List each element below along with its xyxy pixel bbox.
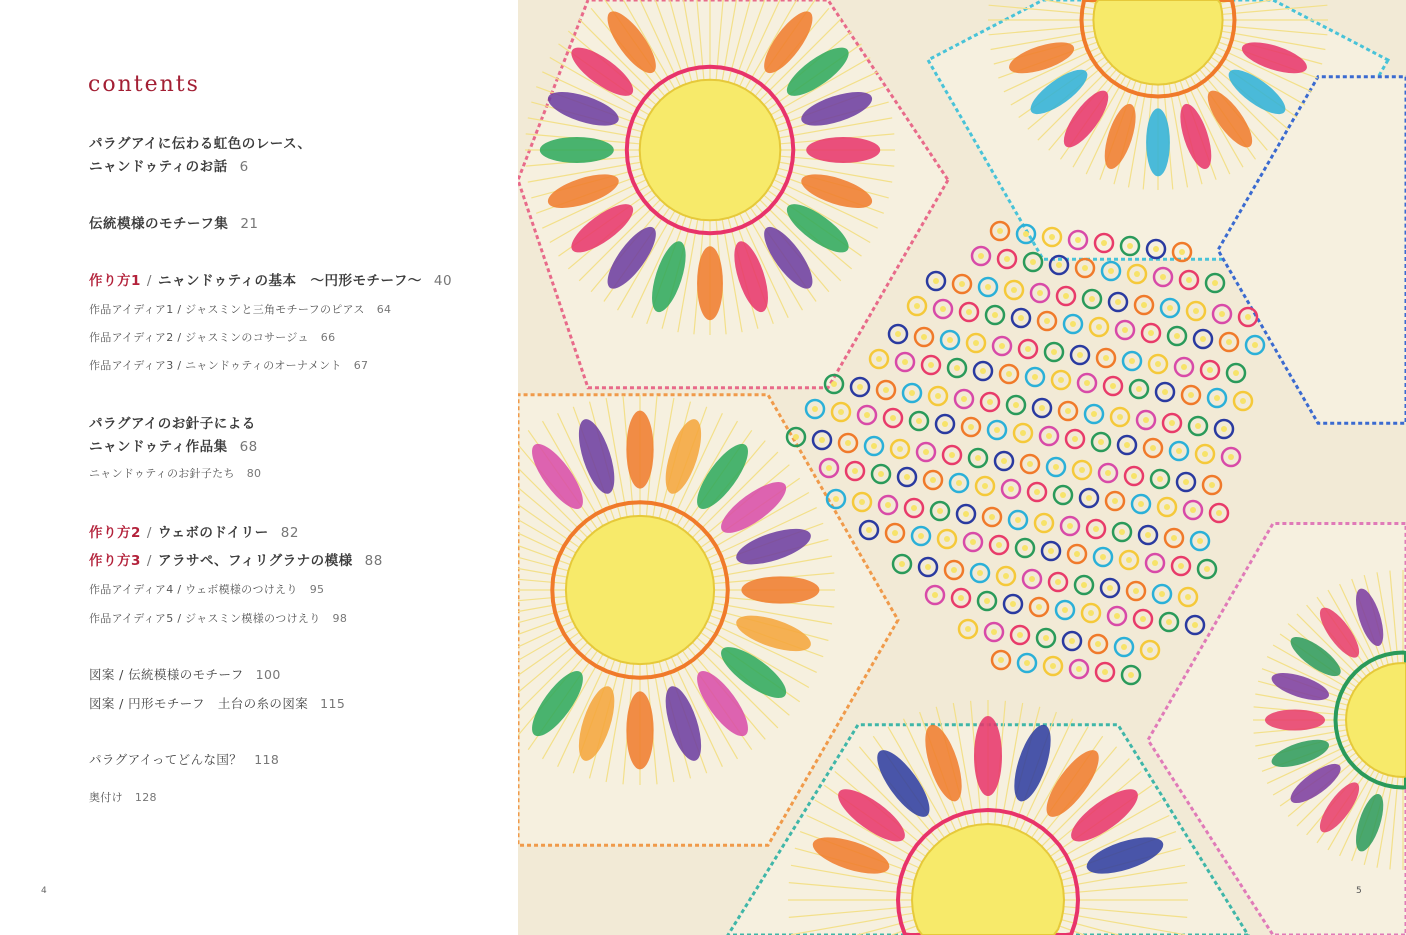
lattice-dot — [949, 452, 955, 458]
lattice-dot — [1093, 526, 1099, 532]
lattice-dot — [1226, 339, 1232, 345]
toc-entry[interactable]: パラグアイってどんな国？ 118 — [89, 752, 280, 767]
page-number: 82 — [280, 525, 299, 541]
lattice-dot — [925, 564, 931, 570]
lattice-dot — [1074, 551, 1080, 557]
page-number: 95 — [309, 583, 325, 596]
lattice-dot — [1195, 423, 1201, 429]
lattice-dot — [966, 309, 972, 315]
lattice-dot — [1004, 256, 1010, 262]
lattice-dot — [1147, 647, 1153, 653]
lattice-dot — [963, 511, 969, 517]
lattice-dot — [1185, 594, 1191, 600]
lattice-dot — [1077, 352, 1083, 358]
lattice-dot — [1102, 669, 1108, 675]
lattice-dot — [1063, 293, 1069, 299]
lattice-dot — [1131, 473, 1137, 479]
lattice-dot — [1209, 482, 1215, 488]
lattice-dot — [897, 446, 903, 452]
toc-entry[interactable]: ニャンドゥティ作品集 68 — [89, 439, 258, 455]
lattice-dot — [878, 471, 884, 477]
lattice-dot — [1023, 231, 1029, 237]
lattice-dot — [1062, 607, 1068, 613]
toc-entry[interactable]: 作品アイディア2 / ジャスミンのコサージュ 66 — [89, 331, 336, 344]
lattice-dot — [1107, 585, 1113, 591]
page-number: 68 — [239, 439, 258, 455]
toc-entry[interactable]: 作品アイディア3 / ニャンドゥティのオーナメント 67 — [89, 359, 369, 372]
lattice-dot — [826, 465, 832, 471]
lattice-dot — [1036, 604, 1042, 610]
lattice-dot — [1188, 392, 1194, 398]
lattice-dot — [1157, 476, 1163, 482]
lattice-dot — [871, 443, 877, 449]
lattice-dot — [904, 474, 910, 480]
lattice-dot — [1115, 299, 1121, 305]
lattice-dot — [1219, 311, 1225, 317]
lattice-dot — [899, 561, 905, 567]
lattice-dot — [914, 303, 920, 309]
lattice-dot — [1179, 249, 1185, 255]
method-label: 作り方3 — [89, 553, 141, 569]
lattice-dot — [1117, 414, 1123, 420]
lattice-dot — [996, 542, 1002, 548]
lattice-dot — [980, 368, 986, 374]
lattice-dot — [1216, 510, 1222, 516]
lattice-dot — [1089, 296, 1095, 302]
lattice-dot — [838, 409, 844, 415]
lattice-dot — [1076, 666, 1082, 672]
page-number: 6 — [239, 159, 249, 175]
lattice-dot — [1084, 380, 1090, 386]
lace-illustration — [518, 0, 1406, 935]
lattice-dot — [975, 455, 981, 461]
lattice-dot — [1121, 644, 1127, 650]
toc-entry[interactable]: ニャンドゥティのお話 6 — [89, 159, 249, 175]
lattice-dot — [1069, 638, 1075, 644]
lattice-dot — [902, 359, 908, 365]
petal — [974, 716, 1002, 796]
lattice-dot — [1022, 545, 1028, 551]
lattice-dot — [1013, 402, 1019, 408]
lattice-dot — [985, 284, 991, 290]
lattice-dot — [1162, 389, 1168, 395]
lattice-dot — [1155, 361, 1161, 367]
lattice-dot — [1082, 265, 1088, 271]
lattice-dot — [1041, 520, 1047, 526]
lattice-dot — [1126, 557, 1132, 563]
page-number: 80 — [246, 467, 262, 480]
lattice-dot — [1240, 398, 1246, 404]
lattice-dot — [942, 421, 948, 427]
lattice-dot — [1100, 554, 1106, 560]
lattice-dot — [883, 387, 889, 393]
lattice-dot — [1166, 619, 1172, 625]
lattice-dot — [984, 598, 990, 604]
lattice-dot — [1214, 395, 1220, 401]
petal — [697, 246, 723, 320]
page-number: 40 — [433, 273, 453, 289]
lattice-dot — [951, 567, 957, 573]
lattice-dot — [1183, 479, 1189, 485]
lattice-dot — [940, 306, 946, 312]
lattice-dot — [895, 331, 901, 337]
lattice-dot — [1160, 274, 1166, 280]
center — [566, 516, 714, 664]
lattice-dot — [1011, 287, 1017, 293]
lattice-dot — [1088, 610, 1094, 616]
lattice-dot — [998, 657, 1004, 663]
method-label: 作り方2 — [89, 525, 141, 541]
toc-entry[interactable]: パラグアイのお針子による — [89, 416, 256, 432]
lattice-dot — [1110, 383, 1116, 389]
lattice-dot — [1039, 405, 1045, 411]
lattice-dot — [1141, 302, 1147, 308]
page-number: 118 — [254, 752, 280, 767]
lattice-dot — [1152, 560, 1158, 566]
lattice-dot — [1034, 489, 1040, 495]
lattice-dot — [944, 536, 950, 542]
lattice-dot — [885, 502, 891, 508]
lattice-dot — [1055, 579, 1061, 585]
lattice-dot — [1197, 538, 1203, 544]
lattice-dot — [1050, 663, 1056, 669]
lattice-dot — [1098, 439, 1104, 445]
lattice-dot — [831, 381, 837, 387]
toc-entry[interactable]: 図案 / 円形モチーフ 土台の糸の図案 115 — [89, 696, 346, 711]
petal — [540, 137, 614, 163]
lattice-dot — [1060, 492, 1066, 498]
lattice-dot — [1006, 371, 1012, 377]
lattice-dot — [954, 365, 960, 371]
lattice-dot — [991, 629, 997, 635]
lattice-dot — [859, 499, 865, 505]
lattice-dot — [793, 434, 799, 440]
lattice-dot — [1017, 632, 1023, 638]
lattice-dot — [1025, 346, 1031, 352]
lattice-dot — [1122, 327, 1128, 333]
toc-entry[interactable]: 作品アイディア5 / ジャスミン模様のつけえり 98 — [89, 612, 348, 625]
lattice-dot — [1252, 342, 1258, 348]
lattice-dot — [923, 449, 929, 455]
lattice-dot — [921, 334, 927, 340]
lattice-dot — [1037, 290, 1043, 296]
lattice-dot — [1067, 523, 1073, 529]
lattice-dot — [1176, 448, 1182, 454]
page-number: 98 — [332, 612, 348, 625]
page-number: 115 — [320, 696, 346, 711]
lattice-dot — [1178, 563, 1184, 569]
lattice-dot — [989, 514, 995, 520]
toc-entry[interactable]: 作品アイディア1 / ジャスミンと三角モチーフのピアス 64 — [89, 303, 392, 316]
lattice-dot — [1101, 240, 1107, 246]
petal — [1265, 710, 1325, 731]
lattice-dot — [909, 390, 915, 396]
lattice-dot — [999, 343, 1005, 349]
lattice-dot — [890, 415, 896, 421]
lattice-dot — [1228, 454, 1234, 460]
lattice-dot — [1015, 517, 1021, 523]
lattice-dot — [1119, 529, 1125, 535]
lattice-dot — [1044, 318, 1050, 324]
lattice-dot — [1207, 367, 1213, 373]
lattice-dot — [1190, 507, 1196, 513]
lattice-dot — [1056, 262, 1062, 268]
lattice-dot — [1174, 333, 1180, 339]
lattice-dot — [937, 508, 943, 514]
lattice-dot — [956, 480, 962, 486]
lattice-dot — [1150, 445, 1156, 451]
lattice-dot — [1029, 576, 1035, 582]
lattice-dot — [968, 424, 974, 430]
lattice-dot — [928, 362, 934, 368]
folio-right: 5 — [1356, 886, 1362, 896]
lattice-dot — [833, 496, 839, 502]
lattice-dot — [930, 477, 936, 483]
lattice-dot — [892, 530, 898, 536]
lattice-dot — [1233, 370, 1239, 376]
lattice-dot — [1171, 535, 1177, 541]
lattice-dot — [1127, 243, 1133, 249]
toc-entry[interactable]: 作品アイディア4 / ウェボ模様のつけえり 95 — [89, 583, 325, 596]
lattice-dot — [1024, 660, 1030, 666]
lattice-dot — [965, 626, 971, 632]
lattice-dot — [866, 527, 872, 533]
lattice-dot — [1048, 548, 1054, 554]
lattice-dot — [845, 440, 851, 446]
lattice-dot — [1065, 408, 1071, 414]
lattice-dot — [933, 278, 939, 284]
lattice-dot — [1140, 616, 1146, 622]
lattice-dot — [1164, 504, 1170, 510]
lattice-dot — [1027, 461, 1033, 467]
lattice-dot — [1091, 411, 1097, 417]
lattice-dot — [1167, 305, 1173, 311]
lattice-dot — [992, 312, 998, 318]
lattice-dot — [1181, 364, 1187, 370]
lattice-dot — [932, 592, 938, 598]
lattice-dot — [1129, 358, 1135, 364]
lattice-dot — [961, 396, 967, 402]
page-number: 66 — [320, 331, 336, 344]
lattice-dot — [1096, 324, 1102, 330]
page-number: 128 — [134, 791, 157, 804]
lattice-dot — [918, 533, 924, 539]
lattice-dot — [935, 393, 941, 399]
toc-entry[interactable]: パラグアイに伝わる虹色のレース、 — [89, 136, 312, 152]
page-number: 67 — [353, 359, 369, 372]
lattice-dot — [1095, 641, 1101, 647]
lattice-dot — [1159, 591, 1165, 597]
page-title: contents — [88, 72, 200, 97]
lattice-dot — [1046, 433, 1052, 439]
lattice-dot — [812, 406, 818, 412]
lattice-dot — [1193, 308, 1199, 314]
petal — [741, 576, 819, 603]
petal — [1146, 108, 1170, 176]
lattice-dot — [1221, 426, 1227, 432]
lattice-dot — [1138, 501, 1144, 507]
lattice-dot — [1145, 532, 1151, 538]
lattice-dot — [1105, 470, 1111, 476]
lattice-dot — [1043, 635, 1049, 641]
folio-left: 4 — [41, 886, 47, 896]
petal — [626, 691, 653, 769]
lattice-dot — [1128, 672, 1134, 678]
petal — [626, 411, 653, 489]
lattice-dot — [1204, 566, 1210, 572]
lattice-dot — [1075, 237, 1081, 243]
lattice-dot — [973, 340, 979, 346]
lattice-dot — [1049, 234, 1055, 240]
lattice-dot — [1030, 259, 1036, 265]
toc-entry[interactable]: 作り方1 / ニャンドゥティの基本 ～円形モチーフ～ 40 — [89, 273, 453, 289]
petal — [806, 137, 880, 163]
lattice-dot — [1186, 277, 1192, 283]
page-number: 21 — [240, 216, 259, 232]
lattice-dot — [1112, 498, 1118, 504]
toc-entry[interactable]: 作り方3 / アラサペ、フィリグラナの模様 88 — [89, 553, 383, 569]
lattice-dot — [982, 483, 988, 489]
lattice-dot — [1133, 588, 1139, 594]
lattice-dot — [1114, 613, 1120, 619]
lattice-dot — [1202, 451, 1208, 457]
lattice-dot — [1212, 280, 1218, 286]
page-number: 100 — [255, 667, 281, 682]
lattice-dot — [819, 437, 825, 443]
lattice-dot — [1103, 355, 1109, 361]
lattice-dot — [987, 399, 993, 405]
toc-entry[interactable]: 図案 / 伝統模様のモチーフ 100 — [89, 667, 281, 682]
lattice-dot — [997, 228, 1003, 234]
lattice-dot — [1136, 386, 1142, 392]
nanduti-lace-photo — [518, 0, 1406, 935]
lattice-dot — [1143, 417, 1149, 423]
lattice-dot — [1053, 464, 1059, 470]
contents-page — [0, 0, 518, 935]
lattice-dot — [1192, 622, 1198, 628]
toc-entry[interactable]: 伝統模様のモチーフ集 21 — [89, 216, 259, 232]
lattice-dot — [1148, 330, 1154, 336]
lattice-dot — [978, 253, 984, 259]
lattice-dot — [1079, 467, 1085, 473]
lattice-dot — [1134, 271, 1140, 277]
lattice-dot — [1018, 315, 1024, 321]
lattice-dot — [959, 281, 965, 287]
lattice-dot — [1001, 458, 1007, 464]
lattice-dot — [1072, 436, 1078, 442]
lattice-dot — [1003, 573, 1009, 579]
lattice-dot — [916, 418, 922, 424]
page-number: 64 — [376, 303, 392, 316]
toc-entry[interactable]: 奥付け 128 — [89, 791, 157, 804]
lattice-dot — [857, 384, 863, 390]
lattice-dot — [1058, 377, 1064, 383]
lattice-dot — [1010, 601, 1016, 607]
lattice-dot — [911, 505, 917, 511]
lattice-dot — [958, 595, 964, 601]
lattice-dot — [1020, 430, 1026, 436]
lattice-dot — [852, 468, 858, 474]
lattice-dot — [1008, 486, 1014, 492]
lattice-dot — [1086, 495, 1092, 501]
lattice-dot — [1153, 246, 1159, 252]
lattice-dot — [1124, 442, 1130, 448]
method-label: 作り方1 — [89, 273, 141, 289]
lattice-dot — [1051, 349, 1057, 355]
lattice-dot — [970, 539, 976, 545]
lattice-dot — [1032, 374, 1038, 380]
lattice-dot — [1245, 314, 1251, 320]
lattice-dot — [864, 412, 870, 418]
lattice-dot — [1081, 582, 1087, 588]
lattice-dot — [1200, 336, 1206, 342]
lattice-dot — [994, 427, 1000, 433]
lattice-dot — [876, 356, 882, 362]
lattice-dot — [1169, 420, 1175, 426]
lattice-dot — [947, 337, 953, 343]
lattice-dot — [1070, 321, 1076, 327]
lattice-dot — [1108, 268, 1114, 274]
center — [640, 80, 781, 221]
toc-entry[interactable]: 作り方2 / ウェボのドイリー 82 — [89, 525, 299, 541]
lattice-dot — [977, 570, 983, 576]
page-number: 88 — [364, 553, 383, 569]
toc-entry[interactable]: ニャンドゥティのお針子たち 80 — [89, 467, 262, 480]
